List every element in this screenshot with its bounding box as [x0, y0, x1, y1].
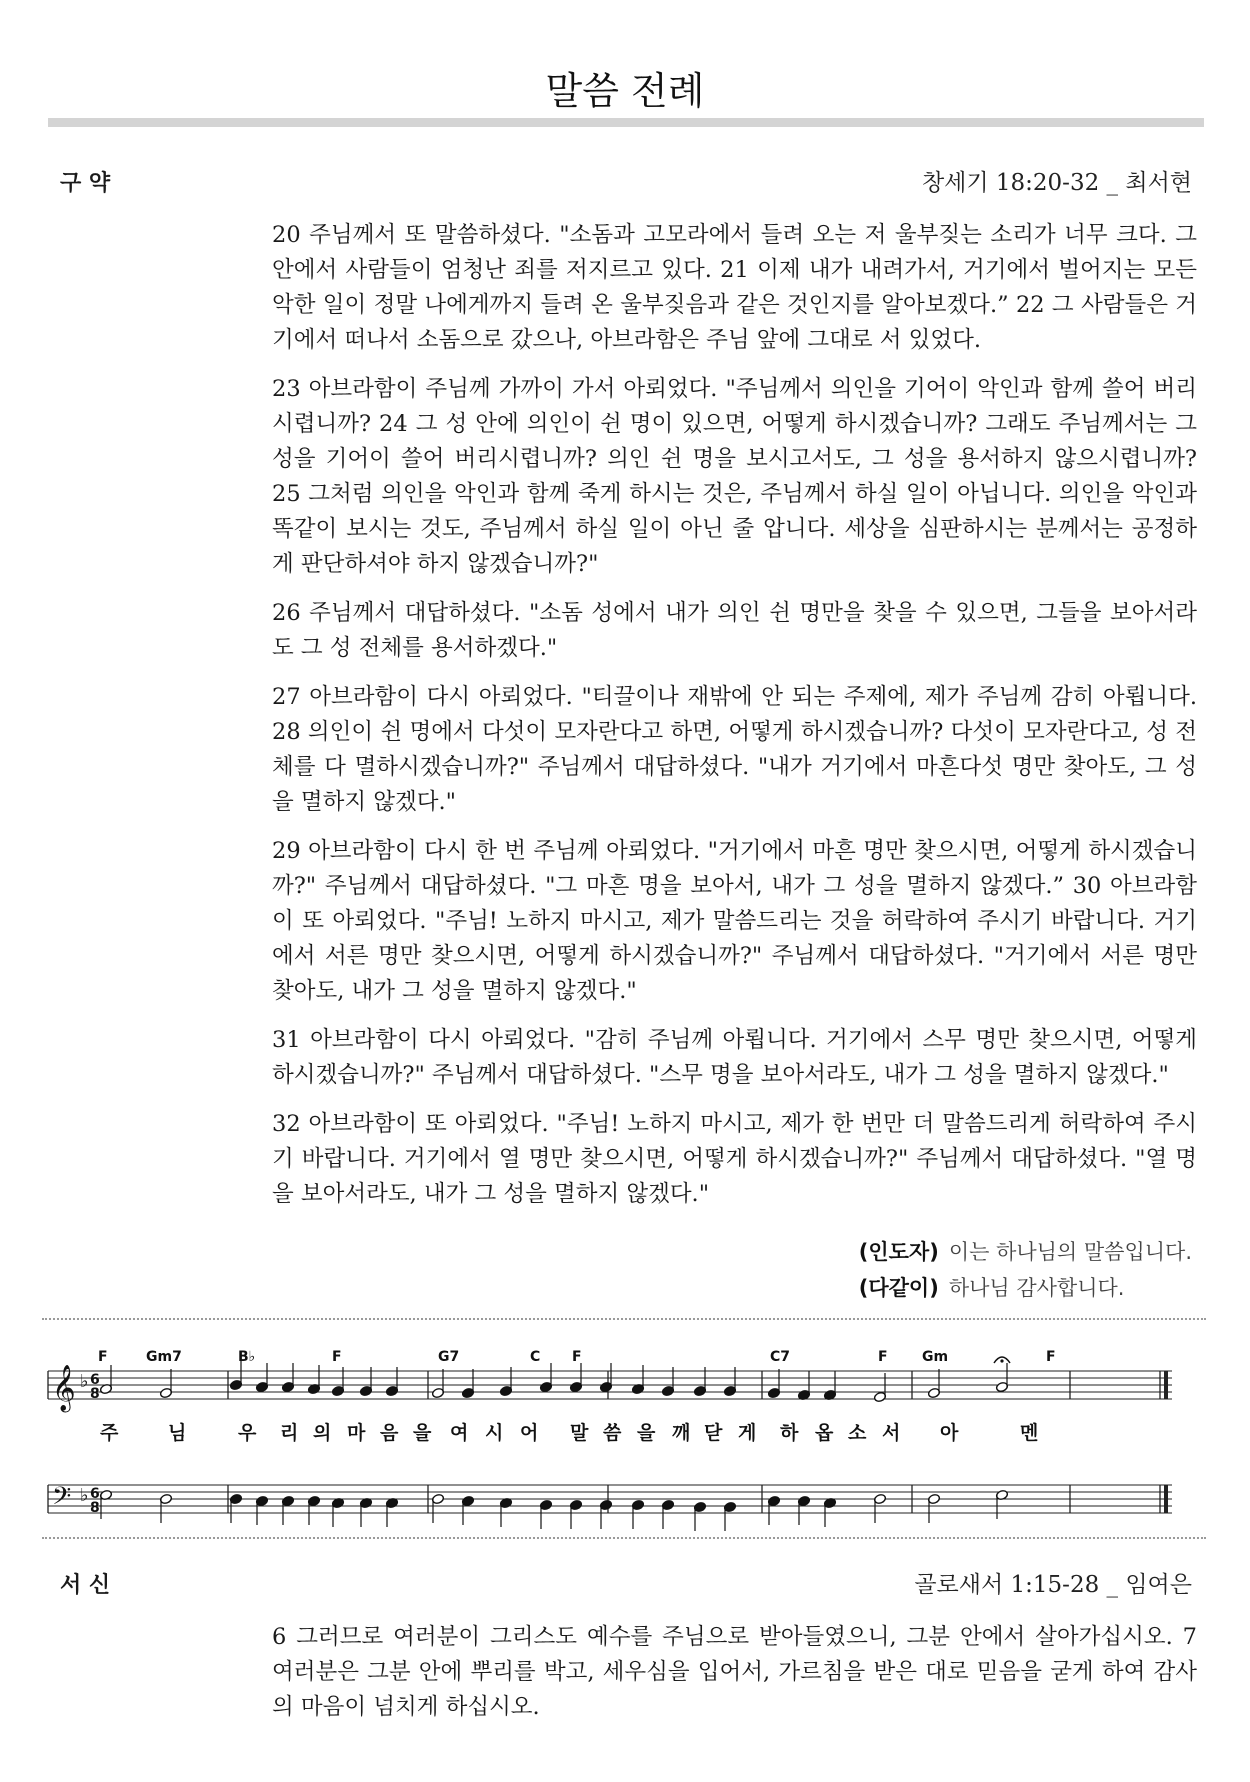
- reading-paragraph: 31 아브라함이 다시 아뢰었다. "감히 주님께 아룁니다. 거기에서 스무 명만 찾으시면, 어떻게 하시겠습니까?" 주님께서 대답하셨다. "스무 명을 보아서라도, 내가 그 성을 멸하지 않겠다.": [272, 1027, 1197, 1088]
- lyric-syllable: 말: [570, 1422, 589, 1444]
- fermata-dot: [1000, 1359, 1003, 1362]
- lyric-syllable: 시: [485, 1422, 504, 1444]
- reading-paragraph: 20 주님께서 또 말씀하셨다. "소돔과 고모라에서 들려 오는 저 울부짖는 소리가 너무 크다. 그 안에서 사람들이 엄청난 죄를 저지르고 있다. 21 이제 내가 내려가서, 거기에서 벌어지는 모든 악한 일이 정말 나에게까지 들려 온 울부짖음과 같은 것인지를 알아보겠다.” 22 그 사람들은 거기에서 떠나서 소돔으로 갔으나, 아브라함은 주님 앞에 그대로 서 있었다.: [272, 222, 1197, 353]
- page-title: 말씀 전례: [545, 69, 705, 113]
- response-role: (인도자): [858, 1240, 939, 1264]
- lyric-syllable: 게: [738, 1422, 757, 1444]
- lyric-syllable: 서: [882, 1422, 901, 1444]
- chord-symbol: Gm7: [146, 1349, 182, 1365]
- old-testament-reference: 창세기 18:20-32 _ 최서현: [921, 170, 1192, 196]
- lyric-syllable: 을: [637, 1422, 656, 1444]
- lyric-syllable: 마: [347, 1422, 366, 1444]
- lyric-syllable: 을: [413, 1422, 432, 1444]
- lyric-syllable: 깨: [672, 1422, 691, 1444]
- response-role: (다같이): [858, 1276, 939, 1300]
- lyric-syllable: 여: [450, 1422, 469, 1444]
- bass-time-signature-icon: 8: [90, 1500, 100, 1516]
- epistle-reference: 골로새서 1:15-28 _ 임여은: [914, 1572, 1192, 1598]
- lyric-syllable: 리: [280, 1422, 299, 1444]
- epistle-label: 서 신: [60, 1573, 111, 1598]
- lyric-syllable: 음: [380, 1422, 399, 1444]
- lyric-syllable: 하: [780, 1422, 799, 1444]
- treble-time-signature-icon: 8: [90, 1386, 100, 1402]
- lyric-syllable: 님: [168, 1422, 187, 1444]
- chord-symbol: Gm: [922, 1349, 949, 1365]
- chord-symbol: F: [572, 1349, 582, 1365]
- title-rule: [48, 118, 1204, 127]
- reading-paragraph: 27 아브라함이 다시 아뢰었다. "티끌이나 재밖에 안 되는 주제에, 제가 주님께 감히 아룁니다. 28 의인이 쉰 명에서 다섯이 모자란다고 하면, 어떻게 하시겠습니까? 다섯이 모자란다고, 성 전체를 다 멸하시겠습니까?" 주님께서 대답하셨다. "내가 거기에서 마흔다섯 명만 찾아도, 그 성을 멸하지 않겠다.": [272, 684, 1197, 815]
- old-testament-label: 구 약: [60, 171, 111, 196]
- lyric-syllable: 소: [848, 1422, 867, 1444]
- reading-paragraph: 23 아브라함이 주님께 가까이 가서 아뢰었다. "주님께서 의인을 기어이 악인과 함께 쓸어 버리시렵니까? 24 그 성 안에 의인이 쉰 명이 있으면, 어떻게 하시겠습니까? 그래도 주님께서는 그 성을 기어이 쓸어 버리시렵니까? 의인 쉰 명을 보시고서도, 그 성을 용서하지 않으시렵니까? 25 그처럼 의인을 악인과 함께 죽게 하시는 것은, 주님께서 하실 일이 아닙니다. 의인을 악인과 똑같이 보시는 것도, 주님께서 하실 일이 아닌 줄 압니다. 세상을 심판하시는 분께서는 공정하게 판단하셔야 하지 않겠습니까?": [272, 376, 1197, 577]
- treble-key-flat-icon: ♭: [80, 1371, 89, 1392]
- treble-time-signature-icon: 6: [90, 1372, 100, 1388]
- response-all: [859, 1270, 1192, 1306]
- chord-symbol: F: [98, 1349, 108, 1365]
- reading-paragraph: 6 그러므로 여러분이 그리스도 예수를 주님으로 받아들였으니, 그분 안에서 살아가십시오. 7 여러분은 그분 안에 뿌리를 박고, 세우심을 입어서, 가르침을 받은 대로 믿음을 굳게 하여 감사의 마음이 넘치게 하십시오.: [272, 1624, 1197, 1720]
- response-leader: [859, 1234, 1192, 1270]
- divider-top: [42, 1318, 1206, 1320]
- epistle-reading: [272, 1620, 1197, 1739]
- treble-clef-icon: 𝄞: [52, 1365, 76, 1411]
- chord-symbol: G7: [438, 1349, 460, 1365]
- chord-symbol: C7: [770, 1349, 791, 1365]
- divider-bottom: [42, 1537, 1206, 1539]
- reading-paragraph: 32 아브라함이 또 아뢰었다. "주님! 노하지 마시고, 제가 한 번만 더 말씀드리게 허락하여 주시기 바랍니다. 거기에서 열 명만 찾으시면, 어떻게 하시겠습니까?" 주님께서 대답하셨다. "열 명을 보아서라도, 내가 그 성을 멸하지 않겠다.": [272, 1111, 1197, 1207]
- lyric-syllable: 멘: [1020, 1422, 1039, 1444]
- lyric-syllable: 의: [313, 1422, 332, 1444]
- chord-symbol: F: [332, 1349, 342, 1365]
- lyric-syllable: 닫: [704, 1422, 723, 1444]
- responses: [859, 1234, 1192, 1306]
- bass-key-flat-icon: ♭: [80, 1485, 89, 1506]
- reading-paragraph: 29 아브라함이 다시 한 번 주님께 아뢰었다. "거기에서 마흔 명만 찾으시면, 어떻게 하시겠습니까?" 주님께서 대답하셨다. "그 마흔 명을 보아서, 내가 그 성을 멸하지 않겠다.” 30 아브라함이 또 아뢰었다. "주님! 노하지 마시고, 제가 말씀드리는 것을 허락하여 주시기 바랍니다. 거기에서 서른 명만 찾으시면, 어떻게 하시겠습니까?" 주님께서 대답하셨다. "거기에서 서른 명만 찾아도, 내가 그 성을 멸하지 않겠다.": [272, 838, 1197, 1004]
- lyric-syllable: 주: [100, 1422, 119, 1444]
- music-score: [40, 1335, 1212, 1545]
- bass-clef-icon: 𝄢: [52, 1482, 72, 1517]
- chord-symbol: B♭: [238, 1349, 256, 1365]
- response-text: 이는 하나님의 말씀입니다.: [948, 1240, 1192, 1264]
- lyric-syllable: 옵: [815, 1422, 834, 1444]
- lyric-syllable: 우: [238, 1422, 257, 1444]
- bass-time-signature-icon: 6: [90, 1486, 100, 1502]
- chord-symbol: F: [1046, 1349, 1056, 1365]
- lyric-syllable: 씀: [603, 1422, 622, 1444]
- chord-symbol: C: [530, 1349, 541, 1365]
- lyric-syllable: 어: [520, 1422, 539, 1444]
- chord-symbol: F: [878, 1349, 888, 1365]
- old-testament-reading: [272, 218, 1197, 1226]
- reading-paragraph: 26 주님께서 대답하셨다. "소돔 성에서 내가 의인 쉰 명만을 찾을 수 있으면, 그들을 보아서라도 그 성 전체를 용서하겠다.": [272, 600, 1197, 661]
- response-text: 하나님 감사합니다.: [948, 1276, 1125, 1300]
- lyric-syllable: 아: [940, 1422, 959, 1444]
